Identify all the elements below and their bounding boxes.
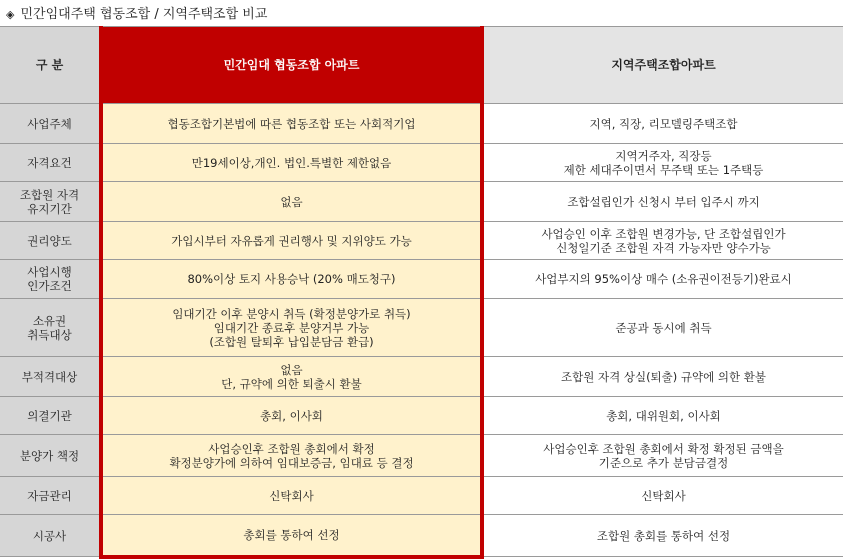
cell-text-line: 지역, 직장, 리모델링주택조합 [589, 116, 738, 131]
coop-apartment-cell [101, 104, 482, 144]
cell-text-line: 없음 [280, 194, 303, 209]
cell-text-line: 사업시행 [27, 265, 72, 279]
cell-text-line: 신청일기준 조합원 자격 가능자만 양수가능 [556, 240, 771, 255]
cell-text-line: 지역거주자, 직장등 [615, 148, 712, 163]
table-row [0, 357, 843, 397]
regional-housing-cell [482, 182, 843, 222]
cell-text-line: 사업부지의 95%이상 매수 (소유권이전등기)완료시 [535, 272, 792, 286]
cell-text-line: 총회, 이사회 [260, 408, 323, 423]
cell-text-line: (조합원 탈퇴후 납입분담금 환급) [209, 334, 374, 349]
cell-text-line: 사업승인후 조합원 총회에서 확정 확정된 금액을 [543, 441, 784, 456]
row-category [0, 104, 101, 144]
cell-text-line: 총회, 대위원회, 이사회 [606, 408, 721, 423]
comparison-table [0, 26, 843, 559]
cell-text-line: 의결기관 [27, 408, 72, 423]
row-category [0, 357, 101, 397]
regional-housing-cell [482, 260, 843, 299]
cell-text-line: 단, 규약에 의한 퇴출시 환불 [221, 376, 362, 391]
page-title-text: 민간임대주택 협동조합 / 지역주택조합 비교 [20, 7, 268, 22]
comparison-body [0, 104, 843, 557]
cell-text-line: 조합원 총회를 통하여 선정 [596, 528, 731, 543]
row-category [0, 182, 101, 222]
cell-text-line: 임대기간 이후 분양시 취득 (확정분양가로 취득) [172, 306, 411, 321]
coop-apartment-cell [101, 515, 482, 557]
cell-text-line: 가입시부터 자유롭게 권리행사 및 지위양도 가능 [171, 233, 412, 248]
cell-text-line: 신탁회사 [269, 488, 314, 503]
cell-text-line: 준공과 동시에 취득 [615, 320, 712, 335]
regional-housing-cell [482, 435, 843, 477]
header-category: 구 분 [0, 27, 101, 104]
table-row [0, 435, 843, 477]
cell-text-line: 소유권 [32, 313, 67, 328]
cell-text-line: 분양가 책정 [19, 448, 80, 463]
row-category [0, 222, 101, 260]
regional-housing-cell [482, 222, 843, 260]
regional-housing-cell [482, 104, 843, 144]
cell-text-line: 부적격대상 [21, 369, 78, 384]
table-row [0, 299, 843, 357]
row-category [0, 397, 101, 435]
cell-text-line: 80%이상 토지 사용승낙 (20% 매도청구) [187, 272, 396, 286]
regional-housing-cell [482, 477, 843, 515]
table-row [0, 104, 843, 144]
coop-apartment-cell [101, 397, 482, 435]
cell-text-line: 사업승인후 조합원 총회에서 확정 [208, 441, 375, 456]
cell-text-line: 신탁회사 [641, 488, 686, 503]
row-category [0, 515, 101, 557]
cell-text-line: 만19세이상,개인. 법인.특별한 제한없음 [191, 155, 392, 170]
table-row [0, 222, 843, 260]
cell-text-line: 기준으로 추가 분담금결정 [598, 455, 729, 470]
regional-housing-cell [482, 299, 843, 357]
cell-text-line: 임대기간 종료후 분양거부 가능 [213, 320, 370, 335]
table-row [0, 182, 843, 222]
row-category [0, 435, 101, 477]
cell-text-line: 자금관리 [27, 488, 72, 503]
page-title [6, 5, 267, 25]
cell-text-line: 사업승인 이후 조합원 변경가능, 단 조합설립인가 [541, 226, 786, 241]
coop-apartment-cell [101, 299, 482, 357]
cell-text-line: 조합원 자격 [19, 187, 80, 202]
table-row [0, 515, 843, 557]
cell-text-line: 협동조합기본법에 따른 협동조합 또는 사회적기업 [167, 116, 416, 131]
cell-text-line: 조합원 자격 상실(퇴출) 규약에 의한 환불 [561, 369, 766, 384]
cell-text-line: 확정분양가에 의하여 임대보증금, 임대료 등 결정 [169, 455, 414, 470]
coop-apartment-cell [101, 357, 482, 397]
coop-apartment-cell [101, 144, 482, 182]
diamond-bullet-icon: ◈ [6, 8, 15, 21]
header-regional-housing: 지역주택조합아파트 [482, 27, 843, 104]
coop-apartment-cell [101, 435, 482, 477]
cell-text-line: 자격요건 [27, 155, 72, 170]
cell-text-line: 제한 세대주이면서 무주택 또는 1주택등 [563, 162, 764, 177]
row-category [0, 477, 101, 515]
cell-text-line: 시공사 [32, 528, 67, 543]
regional-housing-cell [482, 357, 843, 397]
cell-text-line: 권리양도 [27, 233, 72, 248]
cell-text-line: 총회를 통하여 선정 [243, 527, 340, 542]
row-category [0, 260, 101, 299]
header-coop-apartment: 민간임대 협동조합 아파트 [101, 27, 482, 104]
coop-apartment-cell [101, 260, 482, 299]
cell-text-line: 사업주체 [27, 116, 72, 131]
coop-apartment-cell [101, 222, 482, 260]
regional-housing-cell [482, 515, 843, 557]
regional-housing-cell [482, 397, 843, 435]
coop-apartment-cell [101, 477, 482, 515]
cell-text-line: 없음 [280, 362, 303, 377]
row-category [0, 299, 101, 357]
table-row [0, 260, 843, 299]
cell-text-line: 인가조건 [27, 279, 72, 293]
table-row [0, 477, 843, 515]
cell-text-line: 조합설립인가 신청시 부터 입주시 까지 [567, 194, 760, 209]
table-row [0, 144, 843, 182]
coop-apartment-cell [101, 182, 482, 222]
table-row [0, 397, 843, 435]
row-category [0, 144, 101, 182]
cell-text-line: 유지기간 [27, 201, 72, 216]
header-row [0, 27, 843, 104]
regional-housing-cell [482, 144, 843, 182]
cell-text-line: 취득대상 [27, 327, 72, 342]
